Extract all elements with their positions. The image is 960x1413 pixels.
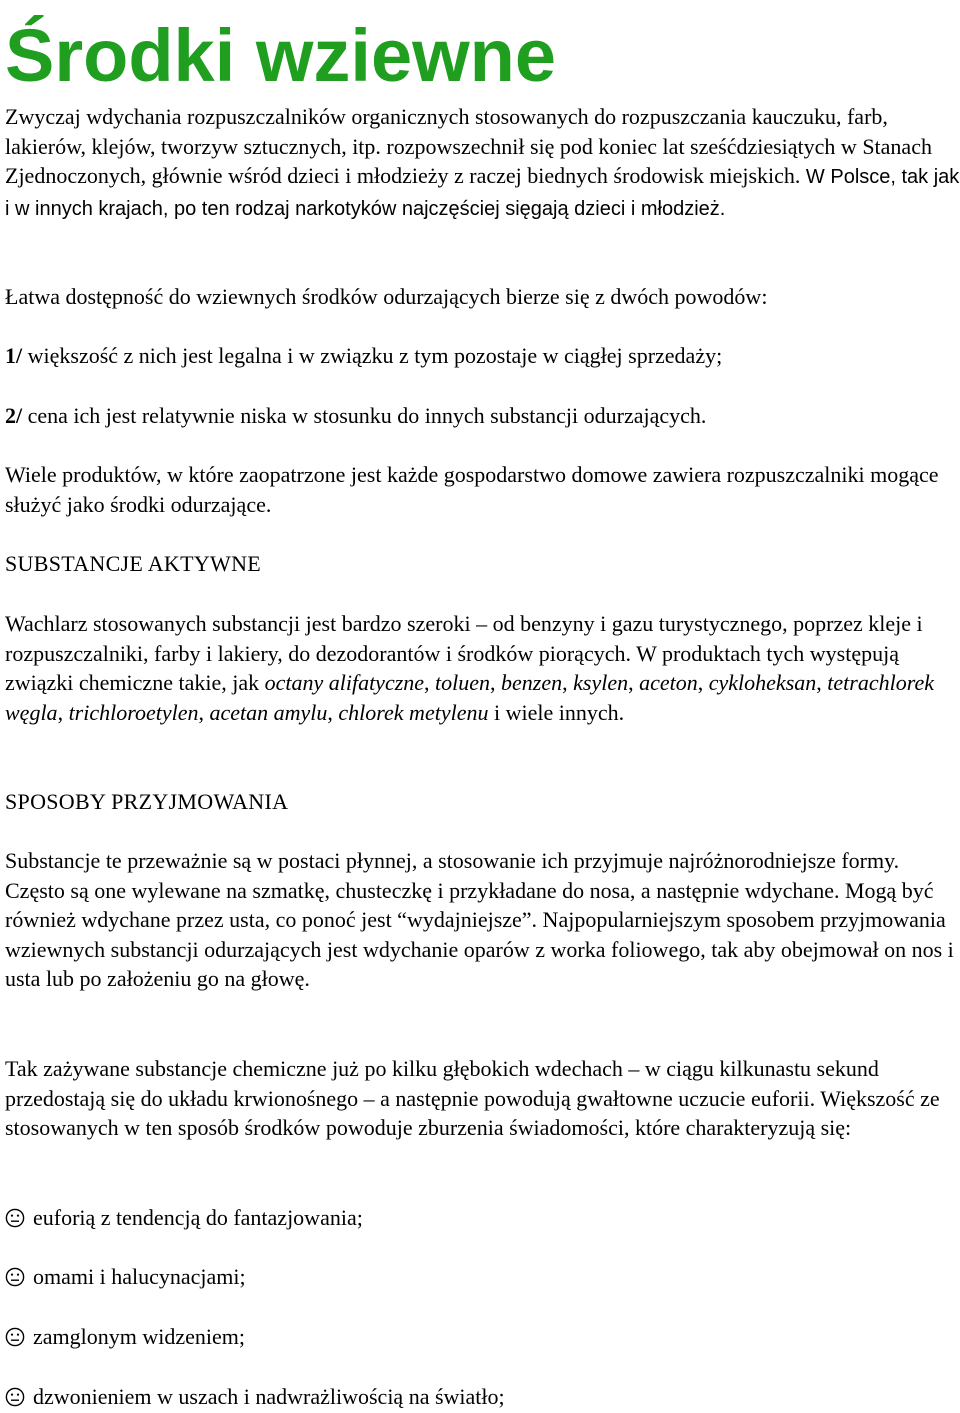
chemical-name: cykloheksan <box>708 670 817 696</box>
symptom-text: euforią z tendencją do fantazjowania; <box>33 1205 363 1230</box>
symptom-text: dzwonieniem w uszach i nadwrażliwością na światło; <box>33 1384 505 1409</box>
intro-text-sans: W Polsce, tak jak i w innych krajach, po ten rodzaj narkotyków najczęściej sięgają dzieci i młodzież. <box>5 166 960 220</box>
symptom-item <box>5 1382 960 1412</box>
symptom-item <box>5 1262 960 1292</box>
symptom-item <box>5 1322 960 1352</box>
chemical-name: ksylen <box>573 670 629 696</box>
neutral-face-icon <box>5 1327 25 1347</box>
chemical-name: trichloroetylen <box>68 699 199 725</box>
reason-2-text: cena ich jest relatywnie niska w stosunku do innych substancji odurzających. <box>27 403 707 428</box>
methods-heading: SPOSOBY PRZYJMOWANIA <box>5 789 289 814</box>
reason-1-text: większość z nich jest legalna i w związku z tym pozostaje w ciągłej sprzedaży; <box>27 343 723 368</box>
active-substances-paragraph: Wachlarz stosowanych substancji jest bardzo szeroki – od benzyny i gazu turystycznego, poprzez kleje i rozpuszczalniki, farby i lakiery, do dezodorantów i środków piorących. W produktach tych występują związki chemiczne takie, jak octany alifatyczne, toluen, benzen, ksylen, aceton, cykloheksan, tetrachlorek węgla, trichloroetylen, acetan amylu, chlorek metylenu i wiele innych. <box>5 611 934 725</box>
methods-paragraph-2: Tak zażywane substancje chemiczne już po kilku głębokich wdechach – w ciągu kilkunastu sekund przedostają się do układu krwionośnego – a następnie powodują gwałtowne uczucie euforii. Większość ze stosowanych w ten sposób środków powoduje zburzenia świadomości, które charakteryzują się: <box>5 1056 940 1141</box>
reason-1-marker: 1/ <box>5 343 23 368</box>
reason-2-marker: 2/ <box>5 403 23 428</box>
active-substances-lead: Wachlarz stosowanych substancji jest bardzo szeroki – od benzyny i gazu turystycznego, poprzez kleje i rozpuszczalniki, farby i lakiery, do dezodorantów i środków piorących. W produktach tych występują związki chemiczne takie, jak <box>5 611 923 696</box>
reason-2 <box>5 401 960 431</box>
neutral-face-icon <box>5 1387 25 1407</box>
household-paragraph: Wiele produktów, w które zaopatrzone jest każde gospodarstwo domowe zawiera rozpuszczalniki mogące służyć jako środki odurzające. <box>5 462 939 517</box>
chemical-name: acetan amylu <box>209 699 328 725</box>
reason-1 <box>5 341 960 371</box>
symptom-text: zamglonym widzeniem; <box>33 1324 245 1349</box>
availability-lead: Łatwa dostępność do wziewnych środków odurzających bierze się z dwóch powodów: <box>5 284 768 309</box>
symptom-item <box>5 1203 960 1233</box>
intro-text-serif: Zwyczaj wdychania rozpuszczalników organicznych stosowanych do rozpuszczania kauczuku, farb, lakierów, klejów, tworzyw sztucznych, itp. rozpowszechnił się pod koniec lat sześćdziesiątych w Stanach Zjednoczonych, głównie wśród dzieci i młodzieży z raczej biednych środowisk miejskich. <box>5 104 932 189</box>
chemical-name: tetrachlorek węgla <box>5 670 934 725</box>
chemical-name: aceton <box>639 670 698 696</box>
intro-paragraph <box>5 102 960 224</box>
chemical-name: octany alifatyczne <box>264 670 425 696</box>
chemical-name: chlorek metylenu <box>338 699 489 725</box>
chemical-name: benzen <box>501 670 563 696</box>
neutral-face-icon <box>5 1267 25 1287</box>
chemical-name: toluen <box>435 670 491 696</box>
active-substances-tail: i wiele innych. <box>493 699 625 725</box>
page-title: Środki wziewne <box>5 14 557 97</box>
symptom-text: omami i halucynacjami; <box>33 1264 246 1289</box>
neutral-face-icon <box>5 1208 25 1228</box>
methods-paragraph-1: Substancje te przeważnie są w postaci płynnej, a stosowanie ich przyjmuje najróżnorodniejsze formy. Często są one wylewane na szmatkę, chusteczkę i przykładane do nosa, a następnie wdychane. Mogą być również wdychane przez usta, co ponoć jest “wydajniejsze”. Najpopularniejszym sposobem przyjmowania wziewnych substancji odurzających jest wdychanie oparów z worka foliowego, tak aby obejmował on nos i usta lub po założeniu go na głowę. <box>5 848 954 992</box>
active-substances-heading: SUBSTANCJE AKTYWNE <box>5 551 262 576</box>
